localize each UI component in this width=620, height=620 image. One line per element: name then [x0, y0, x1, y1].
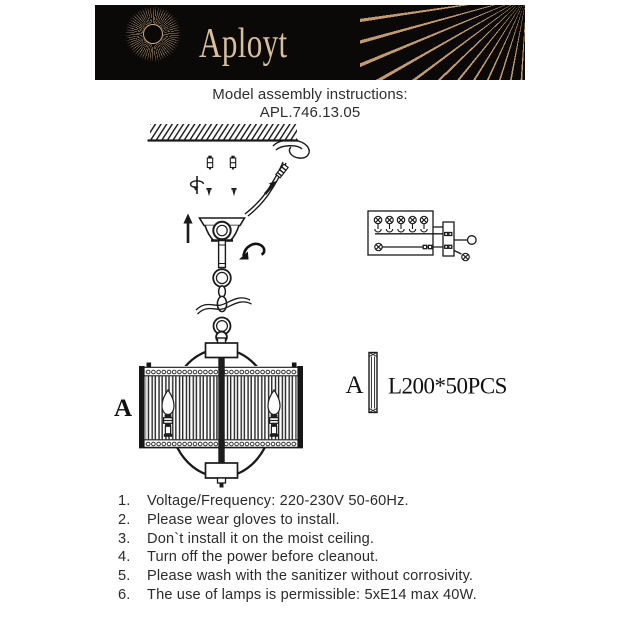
- ceiling-hatch-icon: [148, 124, 299, 141]
- instruction-list: [118, 492, 477, 605]
- rotate-icon: [191, 176, 204, 194]
- chandelier-body: [139, 338, 303, 488]
- item-number: 4.: [118, 549, 131, 566]
- legend-spec: L200*50PCS: [388, 373, 507, 399]
- item-number: 3.: [118, 530, 131, 547]
- up-arrow-icon: [183, 214, 192, 244]
- wiring-diagram: [368, 211, 476, 261]
- canopy: [200, 218, 245, 268]
- crystal-rod-icon: [369, 353, 377, 413]
- item-number: 5.: [118, 568, 131, 585]
- item-text: Don`t install it on the moist ceiling.: [147, 530, 375, 547]
- list-item: [118, 511, 477, 530]
- list-item: [118, 586, 477, 605]
- power-wires: [245, 140, 309, 216]
- list-item: [118, 548, 477, 567]
- hook-arrow-icon: [239, 244, 264, 260]
- item-number: 1.: [118, 493, 131, 509]
- part-label-a: A: [114, 395, 133, 422]
- list-item: [118, 492, 477, 511]
- brand-wordmark: Aployt: [199, 21, 288, 67]
- item-text: Turn off the power before cleanout.: [147, 549, 379, 566]
- item-text: Please wear gloves to install.: [147, 511, 340, 528]
- item-number: 6.: [118, 586, 131, 603]
- item-text: Voltage/Frequency: 220-230V 50-60Hz.: [147, 493, 409, 509]
- list-item: [118, 567, 477, 586]
- list-item: [118, 530, 477, 549]
- model-number: APL.746.13.05: [259, 103, 361, 121]
- sheet-title: Model assembly instructions:: [212, 86, 408, 103]
- screw-icon: [206, 188, 236, 196]
- legend-part-label: A: [345, 372, 364, 399]
- crystal-rod-legend: [346, 353, 507, 413]
- wall-anchor-icon: [207, 156, 235, 171]
- item-text: Please wash with the sanitizer without corrosivity.: [147, 568, 474, 585]
- item-number: 2.: [118, 511, 131, 528]
- item-text: The use of lamps is permissible: 5xE14 max 40W.: [147, 586, 477, 603]
